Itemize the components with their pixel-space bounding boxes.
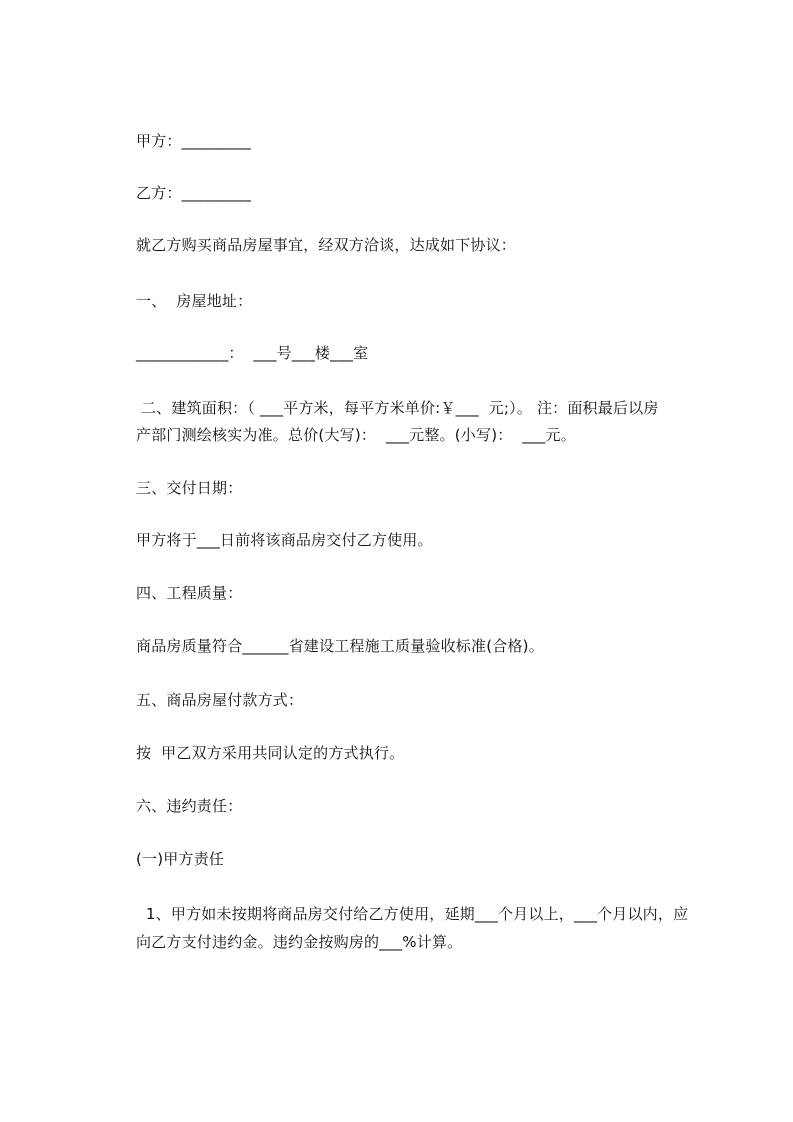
party-a-liability-heading: (一)甲方责任 [136,850,225,868]
party-b-line: 乙方：_________ [136,184,251,202]
section-6-heading: 六、违约责任： [136,797,243,815]
liability-clause-1-line-2: 向乙方支付违约金。违约金按购房的___%计算。 [136,933,463,951]
section-4-heading: 四、工程质量： [136,584,243,602]
quality-line: 商品房质量符合______省建设工程施工质量验收标准(合格)。 [136,637,544,655]
section-5-heading: 五、商品房屋付款方式： [136,691,304,709]
section-2-line-1: 二、建筑面积：（ ___平方米，每平方米单价:￥___ 元;）。 注：面积最后以房 [136,399,659,417]
payment-line: 按 甲乙双方采用共同认定的方式执行。 [136,744,405,762]
section-1-heading: 一、 房屋地址： [136,292,253,310]
address-line: ____________： ___号___楼___室 [136,344,369,362]
delivery-date-line: 甲方将于___日前将该商品房交付乙方使用。 [136,531,433,549]
liability-clause-1-line-1: 1、甲方如未按期将商品房交付给乙方使用，延期___个月以上，___个月以内，应 [136,905,689,923]
intro-paragraph: 就乙方购买商品房屋事宜，经双方洽谈，达成如下协议： [136,236,517,254]
section-3-heading: 三、交付日期： [136,479,243,497]
party-a-line: 甲方：_________ [136,132,251,150]
section-2-line-2: 产部门测绘核实为准。总价(大写)： ___元整。(小写)： ___元。 [136,426,576,444]
